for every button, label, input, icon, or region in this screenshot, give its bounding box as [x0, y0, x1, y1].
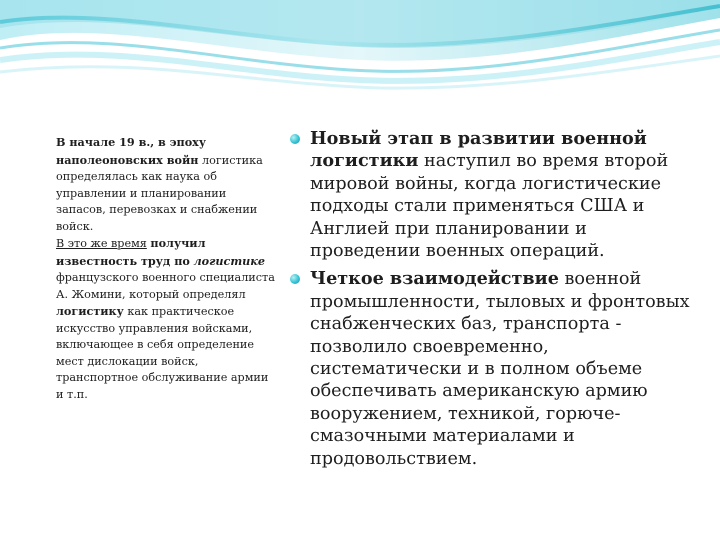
right-text-column	[288, 128, 698, 476]
header-wave-decoration	[0, 0, 720, 90]
bullet-dot-icon	[290, 134, 300, 144]
bullet-item-2	[288, 268, 698, 470]
left-paragraph-1	[56, 134, 278, 235]
bullet-item-1	[288, 128, 698, 262]
left-text-column	[56, 134, 278, 403]
left-p1-bold: В начале 19 в., в эпоху наполеоновских войн	[56, 135, 207, 167]
left-paragraph-2	[56, 235, 278, 403]
left-p1-text: логистика определялась как наука об управлении и планировании запасов, перевозках и снабжении войск.	[56, 153, 263, 233]
left-p2-bold-italic: логистике	[193, 253, 265, 268]
bullet-dot-icon	[290, 274, 300, 284]
left-p2-bold-b: логистику	[56, 304, 124, 318]
bullet-1-bold: Новый этап в развитии военной логистики	[310, 128, 647, 172]
left-p2-underline: В это же время	[56, 237, 147, 250]
bullet-2-text: военной промышленности, тыловых и фронтовых снабженческих баз, транспорта - позволило своевременно, систематически и в полном объеме обеспечивать американскую армию вооружением, техникой, горюче-смазочными материалами и продовольствием.	[310, 269, 690, 469]
left-p2-bold-a: получил известность труд по	[56, 236, 206, 268]
bullet-1-text: наступил во время второй мировой войны, когда логистические подходы стали применяться США и Англией при планировании и проведении военных операций.	[310, 151, 669, 262]
left-p2-text-b: как практическое искусство управления войсками, включающее в себя определение мест дислокации войск, транспортное обслуживание армии и т.п.	[56, 305, 269, 401]
left-p2-text-a: французского военного специалиста А. Жомини, который определял	[56, 271, 275, 301]
bullet-2-bold: Четкое взаимодействие	[310, 268, 559, 290]
